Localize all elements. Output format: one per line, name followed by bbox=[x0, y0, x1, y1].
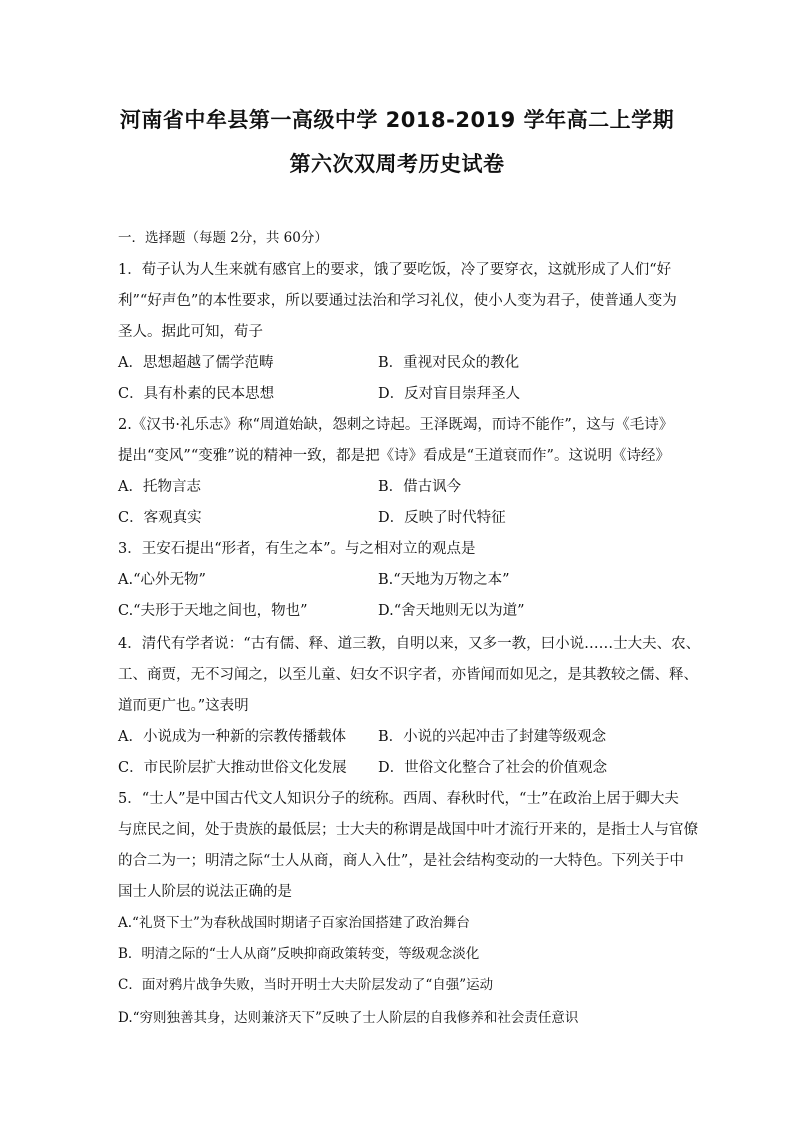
question-5-option-c: C．面对鸦片战争失败，当时开明士大夫阶层发动了“自强”运动 bbox=[118, 977, 494, 993]
question-5-line-2: 与庶民之间，处于贵族的最低层；士大夫的称谓是战国中叶才流行开来的，是指士人与官僚 bbox=[118, 822, 698, 838]
question-4-option-a: A．小说成为一种新的宗教传播载体 bbox=[118, 729, 346, 745]
question-1-option-b: B．重视对民众的教化 bbox=[378, 355, 520, 371]
question-2-option-a: A．托物言志 bbox=[118, 479, 201, 495]
question-5-line-3: 的合二为一；明清之际“士人从商，商人入仕”，是社会结构变动的一大特色。下列关于中 bbox=[118, 853, 684, 869]
question-1-line-1: 1．荀子认为人生来就有感官上的要求，饿了要吃饭，冷了要穿衣，这就形成了人们“好 bbox=[118, 262, 672, 278]
question-3-option-b: B.“天地为万物之本” bbox=[378, 572, 510, 588]
question-5-line-1: 5．“士人”是中国古代文人知识分子的统称。西周、春秋时代，“士”在政治上居于卿大夫 bbox=[118, 791, 679, 807]
question-4-option-d: D．世俗文化整合了社会的价值观念 bbox=[378, 760, 608, 776]
exam-title-line2: 第六次双周考历史试卷 bbox=[289, 152, 505, 176]
exam-title-line1: 河南省中牟县第一高级中学 2018-2019 学年高二上学期 bbox=[119, 108, 675, 132]
question-5-option-d: D.“穷则独善其身，达则兼济天下”反映了士人阶层的自我修养和社会责任意识 bbox=[118, 1010, 579, 1026]
question-1-line-3: 圣人。据此可知，荀子 bbox=[118, 324, 263, 340]
question-2-option-c: C．客观真实 bbox=[118, 510, 202, 526]
question-2-option-b: B．借古讽今 bbox=[378, 479, 462, 495]
question-4-option-b: B．小说的兴起冲击了封建等级观念 bbox=[378, 729, 607, 745]
question-1-line-2: 利”“好声色”的本性要求，所以要通过法治和学习礼仪，使小人变为君子，使普通人变为 bbox=[118, 293, 677, 309]
question-4-line-3: 道而更广也。”这表明 bbox=[118, 698, 249, 714]
question-4-line-2: 工、商贾，无不习闻之，以至儿童、妇女不识字者，亦皆闻而如见之，是其教较之儒、释、 bbox=[118, 667, 698, 683]
question-3-option-c: C.“夫形于天地之间也，物也” bbox=[118, 603, 308, 619]
question-1-option-d: D．反对盲目崇拜圣人 bbox=[378, 386, 521, 402]
question-2-line-2: 提出“变风”“变雅”说的精神一致，都是把《诗》看成是“王道衰而作”。这说明《诗经》 bbox=[118, 448, 670, 464]
question-3-option-d: D.“舍天地则无以为道” bbox=[378, 603, 525, 619]
question-5-option-b: B．明清之际的“士人从商”反映抑商政策转变，等级观念淡化 bbox=[118, 946, 480, 962]
question-2-option-d: D．反映了时代特征 bbox=[378, 510, 506, 526]
question-2-line-1: 2.《汉书·礼乐志》称“周道始缺，怨刺之诗起。王泽既竭，而诗不能作”，这与《毛诗》 bbox=[118, 417, 674, 433]
question-1-option-a: A．思想超越了儒学范畴 bbox=[118, 355, 274, 371]
question-5-line-4: 国士人阶层的说法正确的是 bbox=[118, 884, 292, 900]
question-4-line-1: 4．清代有学者说：“古有儒、释、道三教，自明以来，又多一教，曰小说……士大夫、农、 bbox=[118, 636, 701, 652]
question-1-option-c: C．具有朴素的民本思想 bbox=[118, 386, 275, 402]
section-heading: 一．选择题（每题 2分，共 60分） bbox=[118, 230, 328, 246]
question-5-option-a: A.“礼贤下士”为春秋战国时期诸子百家治国搭建了政治舞台 bbox=[118, 915, 470, 931]
question-3-line-1: 3．王安石提出“形者，有生之本”。与之相对立的观点是 bbox=[118, 541, 476, 557]
question-3-option-a: A.“心外无物” bbox=[118, 572, 206, 588]
question-4-option-c: C．市民阶层扩大推动世俗文化发展 bbox=[118, 760, 347, 776]
